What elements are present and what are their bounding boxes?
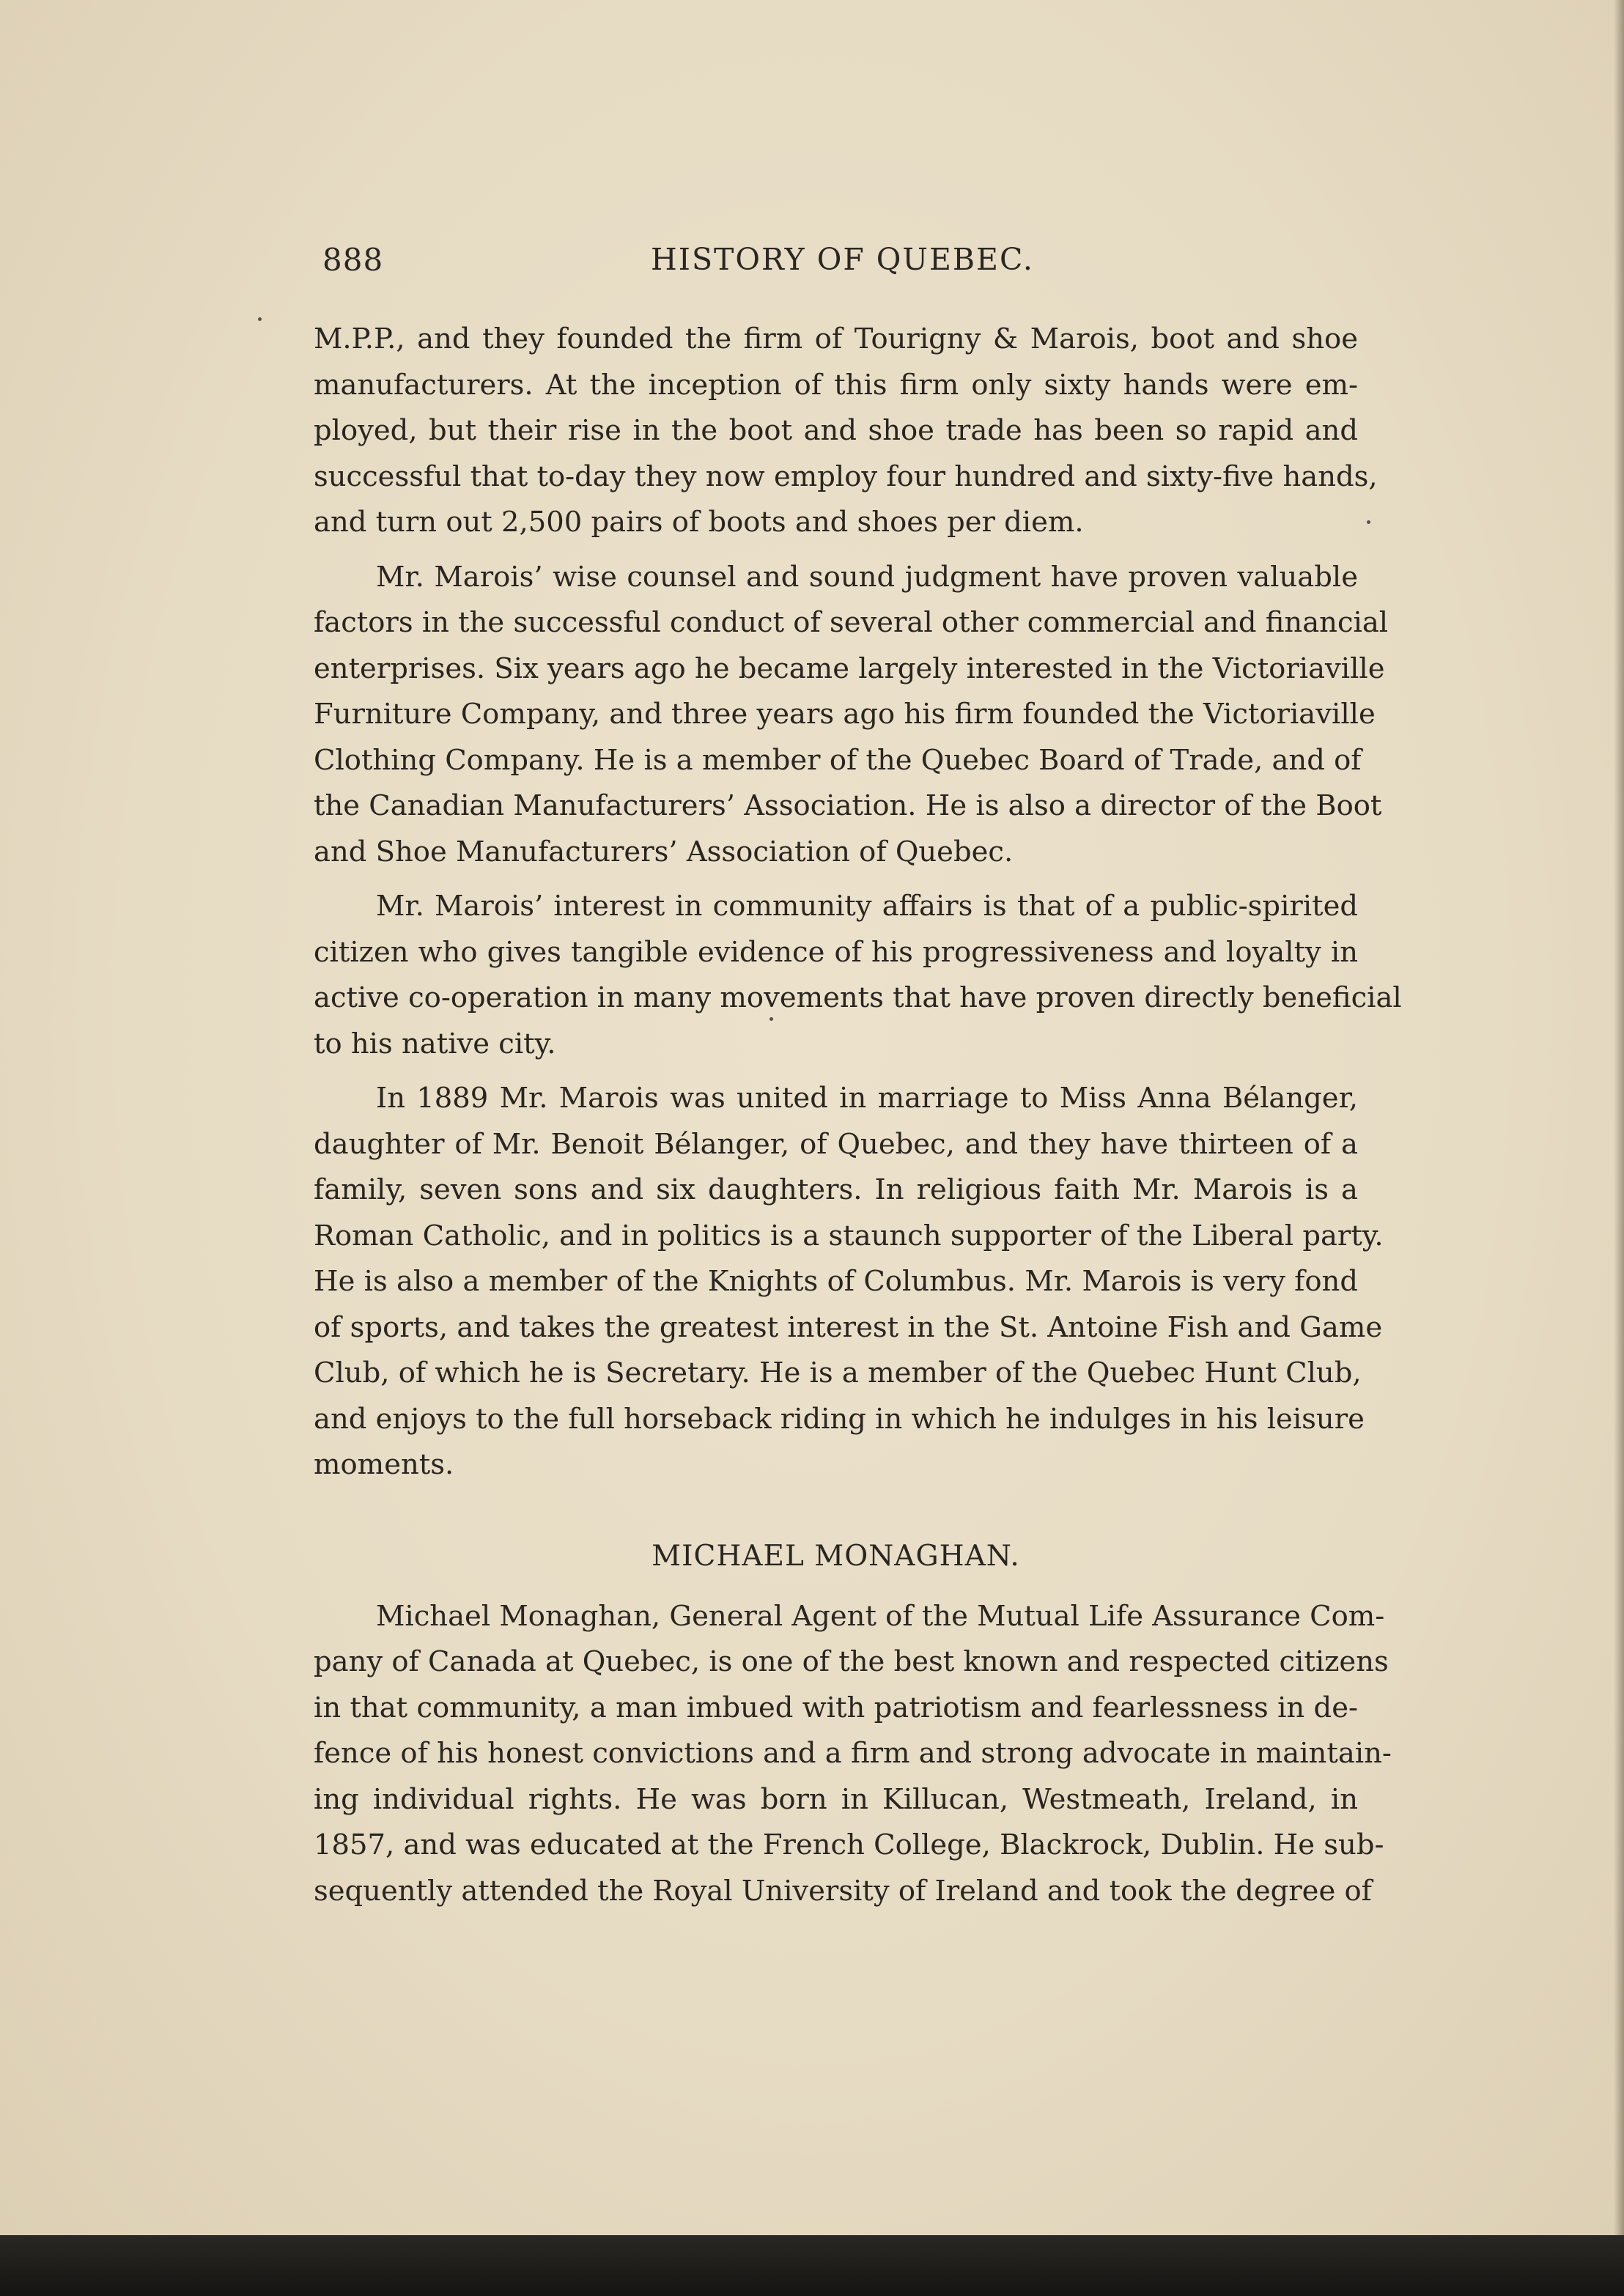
text-line: and Shoe Manufacturers’ Association of Quebec. bbox=[314, 835, 1014, 868]
page-header bbox=[322, 242, 1348, 286]
text-line: fence of his honest convictions and a firm and strong advocate in maintain- bbox=[314, 1737, 1392, 1770]
page-number: 888 bbox=[322, 242, 384, 278]
paragraph-community bbox=[314, 884, 1402, 1067]
scan-border bbox=[0, 2235, 1624, 2296]
text-line: Roman Catholic, and in politics is a staunch supporter of the Liberal party. bbox=[314, 1219, 1384, 1252]
text-line: pany of Canada at Quebec, is one of the best known and respected citizens bbox=[314, 1645, 1389, 1678]
text-line: manufacturers. At the inception of this firm only sixty hands were em- bbox=[314, 368, 1358, 402]
page-edge-shadow bbox=[1614, 0, 1624, 2235]
text-line: to his native city. bbox=[314, 1027, 556, 1060]
running-head: HISTORY OF QUEBEC. bbox=[651, 242, 1034, 277]
text-line: sequently attended the Royal University of Ireland and took the degree of bbox=[314, 1874, 1372, 1908]
text-line: enterprises. Six years ago he became largely interested in the Victoriaville bbox=[314, 651, 1385, 685]
paragraph-continuation bbox=[314, 317, 1378, 546]
paper-speck bbox=[1367, 520, 1370, 524]
text-line: of sports, and takes the greatest interest in the St. Antoine Fish and Game bbox=[314, 1310, 1383, 1344]
text-line: daughter of Mr. Benoit Bélanger, of Quebec, and they have thirteen of a bbox=[314, 1127, 1358, 1161]
text-line: successful that to-day they now employ four hundred and sixty-five hands, bbox=[314, 459, 1378, 493]
text-line: factors in the successful conduct of several other commercial and financial bbox=[314, 606, 1389, 639]
text-line: citizen who gives tangible evidence of his progressiveness and loyalty in bbox=[314, 935, 1358, 969]
text-line: and enjoys to the full horseback riding in which he indulges in his leisure bbox=[314, 1402, 1365, 1436]
page-body bbox=[314, 317, 1402, 1914]
text-line: and turn out 2,500 pairs of boots and shoes per diem. bbox=[314, 506, 1084, 539]
section-heading: MICHAEL MONAGHAN. bbox=[652, 1539, 1020, 1573]
text-line: Michael Monaghan, General Agent of the Mutual Life Assurance Com- bbox=[376, 1599, 1385, 1633]
text-line: Mr. Marois’ wise counsel and sound judgment have proven valuable bbox=[376, 560, 1358, 594]
paragraph-family bbox=[314, 1076, 1384, 1488]
text-line: Clothing Company. He is a member of the Quebec Board of Trade, and of bbox=[314, 743, 1362, 777]
text-line: ing individual rights. He was born in Killucan, Westmeath, Ireland, in bbox=[314, 1782, 1358, 1816]
text-line: He is also a member of the Knights of Columbus. Mr. Marois is very fond bbox=[314, 1265, 1358, 1298]
text-line: ployed, but their rise in the boot and shoe trade has been so rapid and bbox=[314, 414, 1358, 447]
paper-speck bbox=[258, 317, 262, 321]
paragraph-monaghan bbox=[314, 1594, 1392, 1915]
text-line: Furniture Company, and three years ago his firm founded the Victoriaville bbox=[314, 698, 1376, 731]
text-line: Mr. Marois’ interest in community affairs is that of a public-spirited bbox=[376, 890, 1358, 923]
text-line: in that community, a man imbued with patriotism and fearlessness in de- bbox=[314, 1691, 1358, 1724]
text-line: active co-operation in many movements that have proven directly beneficial bbox=[314, 981, 1402, 1014]
text-line: moments. bbox=[314, 1448, 454, 1481]
paragraph-counsel bbox=[314, 555, 1389, 876]
text-line: the Canadian Manufacturers’ Association. He is also a director of the Boot bbox=[314, 789, 1382, 822]
text-line: 1857, and was educated at the French College, Blackrock, Dublin. He sub- bbox=[314, 1828, 1384, 1861]
text-line: M.P.P., and they founded the firm of Tourigny & Marois, boot and shoe bbox=[314, 322, 1358, 355]
text-line: In 1889 Mr. Marois was united in marriage to Miss Anna Bélanger, bbox=[376, 1082, 1358, 1115]
paper-speck bbox=[769, 1017, 773, 1021]
text-line: family, seven sons and six daughters. In religious faith Mr. Marois is a bbox=[314, 1173, 1358, 1206]
text-line: Club, of which he is Secretary. He is a member of the Quebec Hunt Club, bbox=[314, 1356, 1362, 1389]
